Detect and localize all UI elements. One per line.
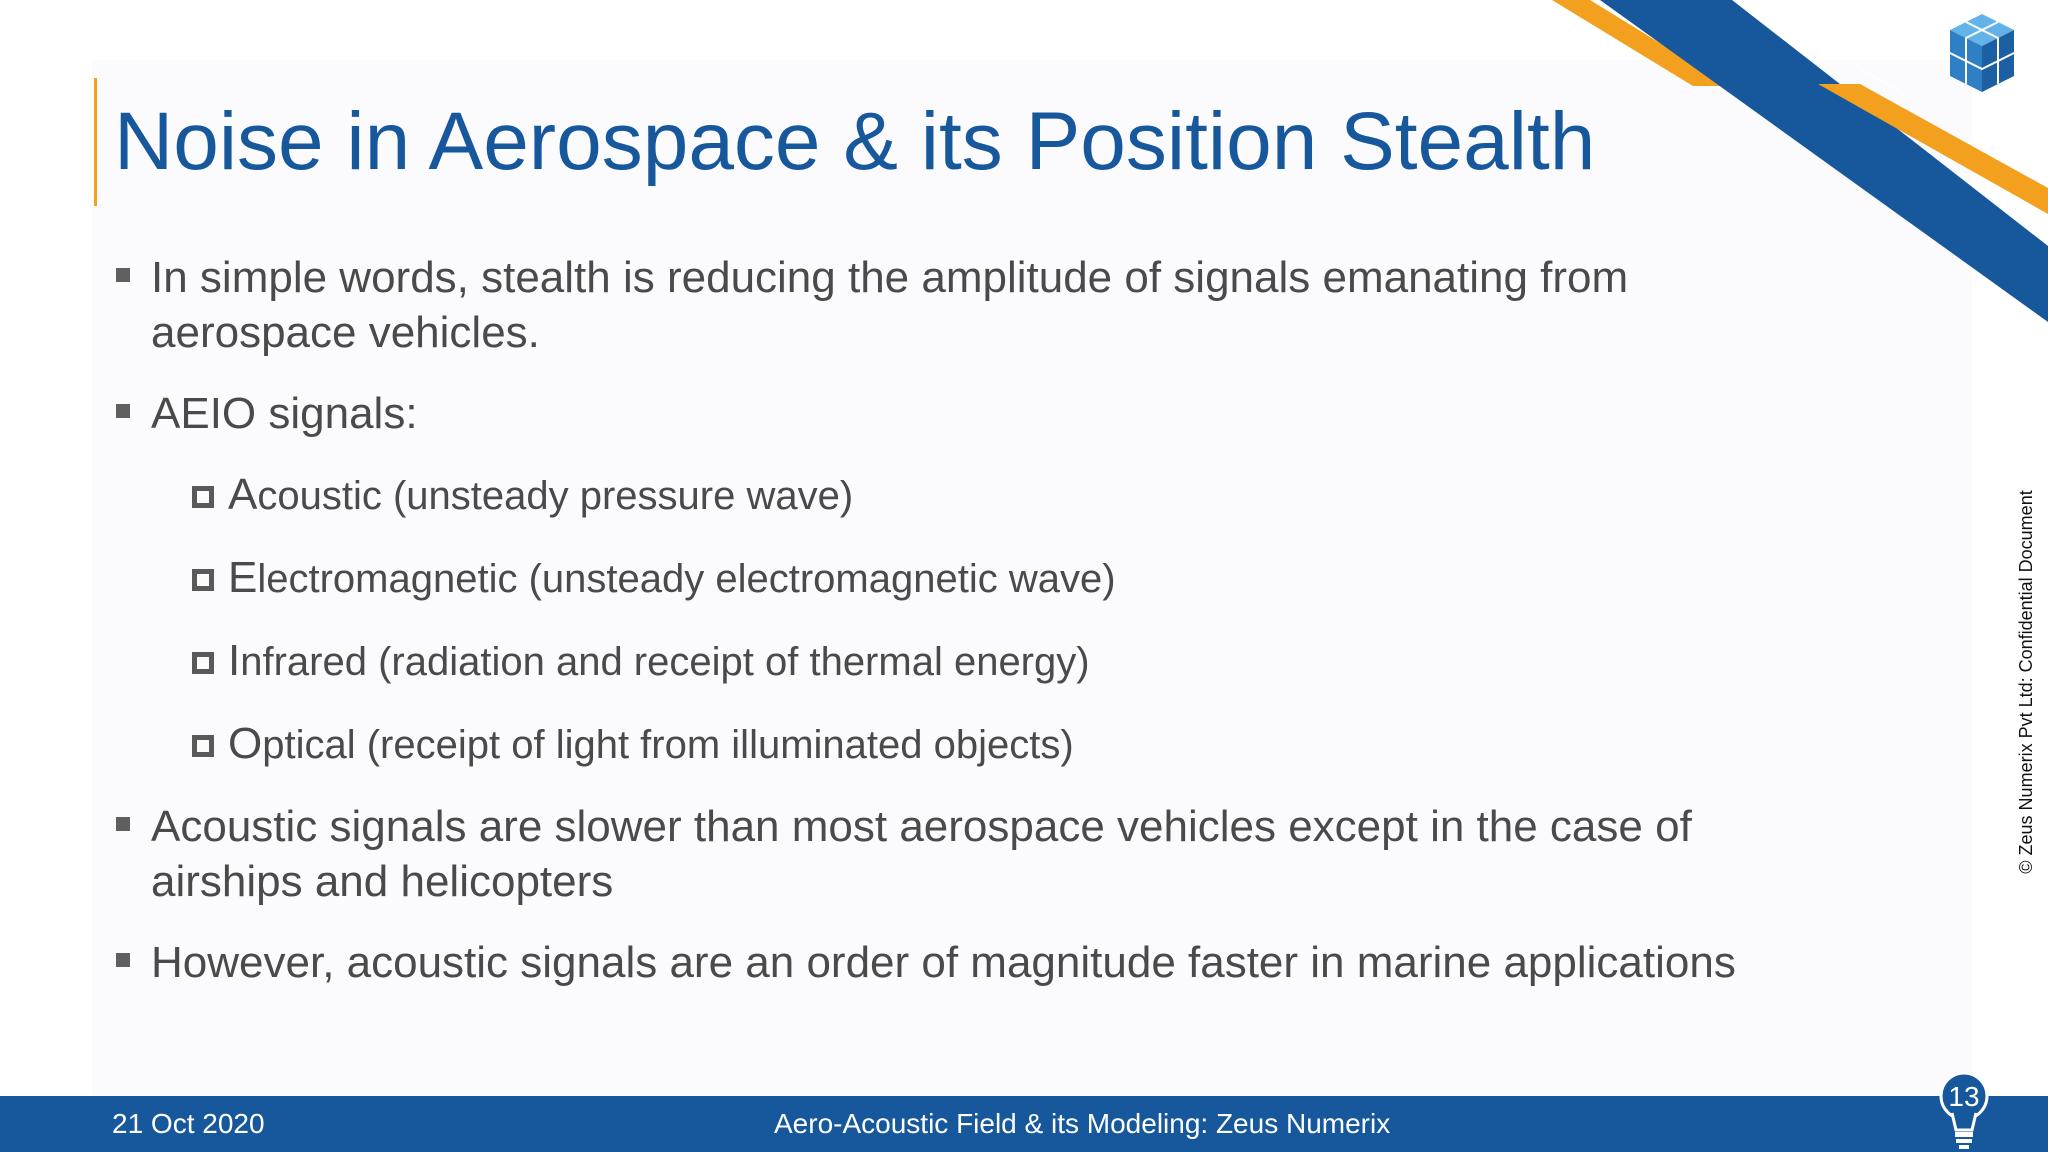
bullet-text: AEIO signals:	[151, 389, 418, 438]
subbullet-optical	[190, 716, 1874, 773]
subbullet-text: ptical (receipt of light from illuminated objects)	[262, 723, 1074, 767]
hollow-square-bullet-icon	[192, 652, 214, 674]
subbullet-initial: E	[228, 553, 258, 602]
slide-title: Noise in Aerospace & its Position Stealth	[114, 96, 1596, 187]
page-number: 13	[1948, 1081, 1980, 1112]
footer-presentation-title: Aero-Acoustic Field & its Modeling: Zeus Numerix	[774, 1108, 1391, 1139]
hollow-square-bullet-icon	[192, 569, 214, 591]
bullet-line: In simple words, stealth is reducing the amplitude of signals emanating from	[151, 253, 1629, 302]
bullet-acoustic-speed	[114, 799, 1874, 909]
confidential-note: © Zeus Numerix Pvt Ltd: Confidential Document	[2016, 490, 2036, 874]
bullet-stealth-definition	[114, 250, 1874, 360]
square-bullet-icon	[116, 817, 130, 831]
square-bullet-icon	[116, 404, 130, 418]
bullet-marine-applications	[114, 935, 1874, 990]
cube-logo-icon	[1932, 6, 2032, 106]
title-accent-bar	[94, 78, 97, 206]
subbullet-electromagnetic	[190, 550, 1874, 607]
bullet-line: aerospace vehicles.	[151, 308, 540, 357]
subbullet-infrared	[190, 633, 1874, 690]
square-bullet-icon	[116, 953, 130, 967]
subbullet-initial: A	[228, 470, 258, 519]
bullet-line: Acoustic signals are slower than most aerospace vehicles except in the case of	[151, 802, 1692, 851]
hollow-square-bullet-icon	[192, 735, 214, 757]
subbullet-text: coustic (unsteady pressure wave)	[257, 474, 854, 518]
subbullet-initial: O	[228, 719, 263, 768]
bullet-aeio-signals	[114, 386, 1874, 441]
bullet-line: airships and helicopters	[151, 857, 614, 906]
hollow-square-bullet-icon	[192, 486, 214, 508]
footer-date: 21 Oct 2020	[112, 1108, 265, 1139]
subbullet-text: lectromagnetic (unsteady electromagnetic wave)	[257, 557, 1116, 601]
subbullet-text: nfrared (radiation and receipt of thermal energy)	[240, 640, 1090, 684]
square-bullet-icon	[116, 268, 130, 282]
subbullet-initial: I	[228, 636, 241, 685]
bullet-text: However, acoustic signals are an order of magnitude faster in marine applications	[151, 938, 1736, 987]
subbullet-acoustic	[190, 467, 1874, 524]
bullet-list	[114, 250, 1874, 990]
